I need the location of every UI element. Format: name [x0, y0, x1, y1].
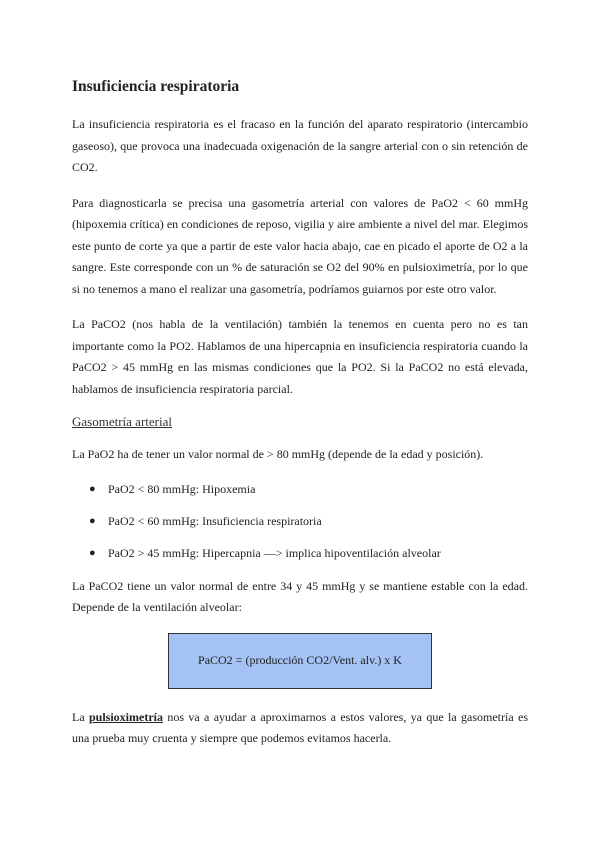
closing-rest: nos va a ayudar a aproximarnos a estos valores, ya que la gasometría es una prueba muy cruenta y siempre que podemos evitamos hacerla.: [72, 709, 528, 745]
closing-prefix: La: [72, 709, 89, 724]
list-item-text: PaO2 < 60 mmHg: Insuficiencia respiratoria: [108, 513, 322, 528]
paragraph-definition: La insuficiencia respiratoria es el fracaso en la función del aparato respiratorio (intercambio gaseoso), que provoca una inadecuada oxigenación de la sangre arterial con o sin retención de CO2.: [72, 117, 528, 174]
paragraph-pulsioximetria: [72, 707, 528, 750]
paragraph-pao2-normal: La PaO2 ha de tener un valor normal de > 80 mmHg (depende de la edad y posición).: [72, 447, 484, 461]
formula-box: PaCO2 = (producción CO2/Vent. alv.) x K: [168, 633, 432, 689]
bullet-icon: ●: [89, 514, 96, 527]
paragraph-paco2-normal: La PaCO2 tiene un valor normal de entre 34 y 45 mmHg y se mantiene estable con la edad. Depende de la ventilación alveolar:: [72, 578, 528, 614]
document-body: [72, 78, 528, 764]
bullet-list: [72, 480, 528, 562]
page-title: Insuficiencia respiratoria: [72, 78, 240, 95]
list-item: [72, 544, 528, 562]
list-item: [72, 512, 528, 530]
list-item-text: PaO2 < 80 mmHg: Hipoxemia: [108, 481, 256, 496]
list-item: [72, 480, 528, 498]
pulsioximetria-term: pulsioximetría: [89, 709, 163, 724]
bullet-icon: ●: [89, 546, 96, 559]
paragraph-paco2: La PaCO2 (nos habla de la ventilación) también la tenemos en cuenta pero no es tan importante como la PO2. Hablamos de una hipercapnia en insuficiencia respiratoria cuando la PaCO2 > 45 mmHg en las mismas condiciones que la PO2. Si la PaCO2 no está elevada, hablamos de insuficiencia respiratoria parcial.: [72, 317, 528, 396]
bullet-icon: ●: [89, 482, 96, 495]
paragraph-diagnosis: Para diagnosticarla se precisa una gasometría arterial con valores de PaO2 < 60 mmHg (hipoxemia crítica) en condiciones de reposo, vigilia y aire ambiente a nivel del mar. Elegimos este punto de corte ya que a partir de este valor hacia abajo, cae en picado el aporte de O2 a la sangre. Este corresponde con un % de saturación se O2 del 90% en pulsioximetría, por lo que si no tenemos a mano el realizar una gasometría, podríamos guiarnos por este otro valor.: [72, 195, 528, 296]
section-heading: Gasometría arterial: [72, 414, 172, 429]
formula-container: [72, 633, 528, 689]
list-item-text: PaO2 > 45 mmHg: Hipercapnia —> implica hipoventilación alveolar: [108, 545, 441, 560]
